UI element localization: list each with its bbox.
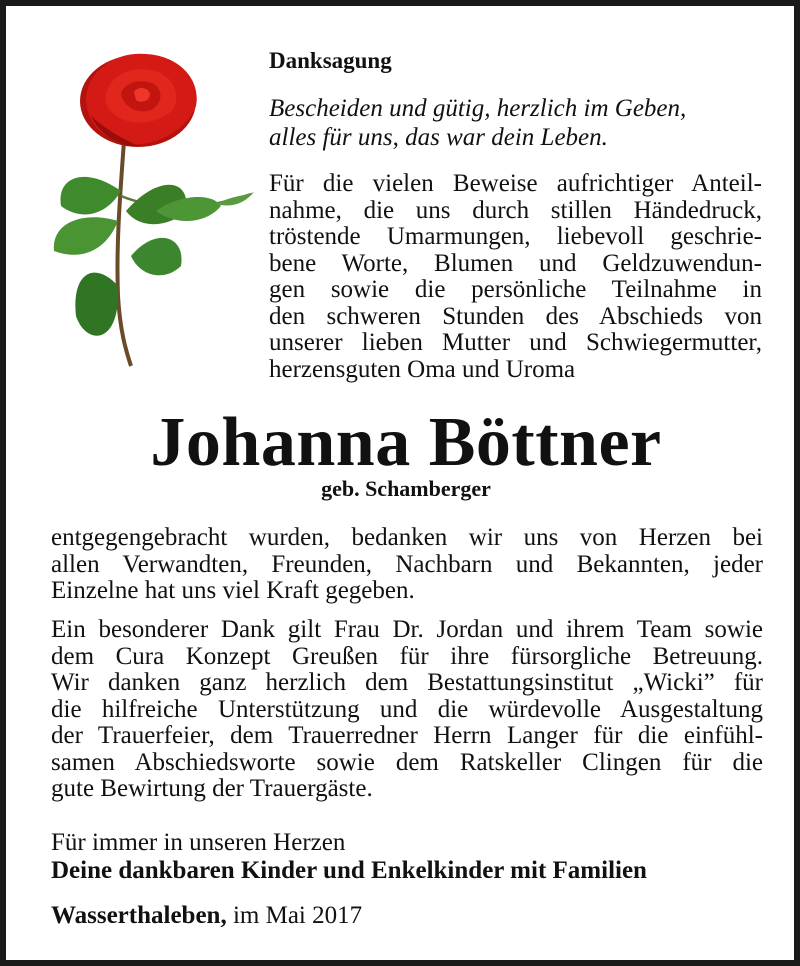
text-line: entgegengebracht wurden, bedanken wir uns von Herzen bei <box>51 524 763 551</box>
text-line: den schweren Stunden des Abschieds von <box>269 302 762 330</box>
text-line: Wir danken ganz herzlich dem Bestattungsinstitut „Wicki” für <box>51 669 763 696</box>
text-line: gen sowie die persönliche Teilnahme in <box>269 276 762 303</box>
signature: Deine dankbaren Kinder und Enkelkinder mit Familien <box>51 857 647 884</box>
text-line: nahme, die uns durch stillen Händedruck, <box>269 196 762 224</box>
motto-line: alles für uns, das war dein Leben. <box>269 124 608 151</box>
text-line: unserer lieben Mutter und Schwiegermutter, <box>269 329 762 356</box>
red-rose-icon <box>46 46 261 371</box>
text-line: herzensguten Oma und Uroma <box>269 355 576 383</box>
heading: Danksagung <box>269 48 392 73</box>
closing-block <box>51 829 647 885</box>
text-line: samen Abschiedsworte sowie dem Ratskeller Clingen für die <box>51 748 763 776</box>
text-line: allen Verwandten, Freunden, Nachbarn und Bekannten, jeder <box>51 550 763 578</box>
text-line: Für die vielen Beweise aufrichtiger Anteil- <box>269 170 762 197</box>
deceased-name: Johanna Böttner <box>150 404 662 481</box>
date: im Mai 2017 <box>226 902 363 929</box>
place-date <box>51 902 362 930</box>
intro-text <box>269 171 762 383</box>
text-line: tröstende Umarmungen, liebevoll geschrie- <box>269 223 762 250</box>
paragraph-thanks <box>51 525 763 605</box>
text-line: dem Cura Konzept Greußen für ihre fürsorgliche Betreuung. <box>51 642 763 670</box>
motto <box>269 94 769 152</box>
motto-line: Bescheiden und gütig, herzlich im Geben, <box>269 95 687 122</box>
closing-line: Für immer in unseren Herzen <box>51 829 346 856</box>
text-line: gute Bewirtung der Trauergäste. <box>51 775 373 802</box>
text-line: Einzelne hat uns viel Kraft gegeben. <box>51 577 415 604</box>
place: Wasserthaleben, <box>51 902 227 929</box>
text-line: die hilfreiche Unterstützung und die würdevolle Ausgestaltung <box>51 695 763 723</box>
text-line: Ein besonderer Dank gilt Frau Dr. Jordan und ihrem Team sowie <box>51 616 763 643</box>
paragraph-special-thanks <box>51 617 763 803</box>
text-line: bene Worte, Blumen und Geldzuwendun- <box>269 249 762 277</box>
text-line: der Trauerfeier, dem Trauerredner Herrn Langer für die einfühl- <box>51 722 763 749</box>
maiden-name: geb. Schamberger <box>321 476 491 501</box>
